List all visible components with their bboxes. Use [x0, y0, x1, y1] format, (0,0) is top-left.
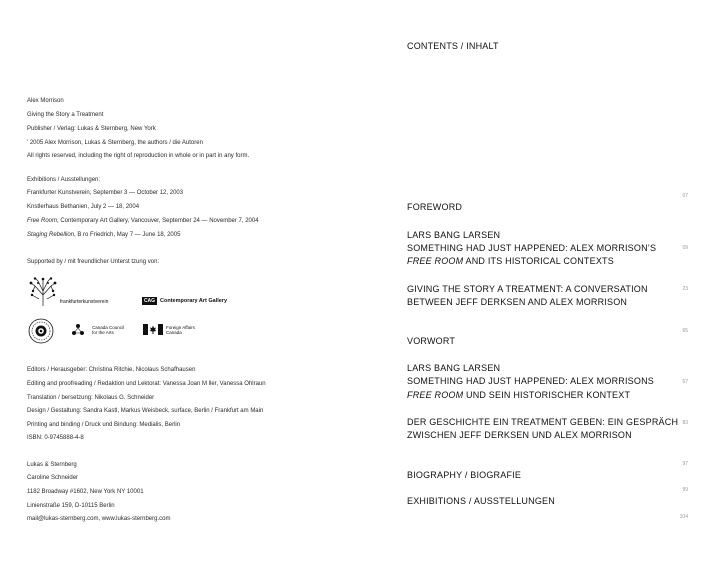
toc-entry-title[interactable]: DER GESCHICHTE EIN TREATMENT GEBEN: EIN GESPRÄCH — [407, 417, 679, 427]
toc-entry-title[interactable]: ZWISCHEN JEFF DERKSEN UND ALEX MORRISON — [407, 430, 632, 440]
page-number: 83 — [682, 420, 688, 426]
exhibition-item: Free Room, Contemporary Art Gallery, Vancouver, September 24 — November 7, 2004 — [27, 218, 259, 224]
toc-entry-author[interactable]: LARS BANG LARSEN — [407, 230, 501, 240]
page-number: 97 — [682, 461, 688, 467]
toc-entry-title[interactable]: BIOGRAPHY / BIOGRAFIE — [407, 470, 522, 480]
page-number: 99 — [682, 487, 688, 493]
exhibition-item: Frankfurter Kunstverein, September 3 — October 12, 2003 — [27, 190, 184, 196]
cag-text: Contemporary Art Gallery — [160, 298, 228, 304]
credit-line: Design / Gestaltung: Sandra Kastl, Markus Weisbeck, surface, Berlin / Frankfurt am Main — [27, 408, 264, 414]
exhibition-item: Staging Rebellion, B ro Friedrich, May 7 — June 18, 2005 — [27, 232, 181, 238]
supported-by-label: Supported by / mit freundlicher Unterst tzung von: — [27, 259, 160, 265]
contents-heading: CONTENTS / INHALT — [407, 41, 499, 51]
imprint-publisher: Publisher / Verlag: Lukas & Sternberg, New York — [27, 126, 156, 132]
toc-entry-author[interactable]: LARS BANG LARSEN — [407, 363, 501, 373]
address-line: mail@lukas-sternberg.com, www.lukas-sternberg.com — [27, 516, 171, 522]
page-number: 09 — [682, 245, 688, 251]
credit-line: Editors / Herausgeber: Christina Ritchie, Nicolaus Schafhausen — [27, 367, 196, 373]
address-line: 1182 Broadway #1602, New York NY 10001 — [27, 489, 144, 495]
canada-council-text: Canada Council for the Arts — [92, 325, 125, 335]
page-number: 07 — [682, 193, 688, 199]
page-number: 65 — [682, 328, 688, 334]
cag-badge: CAG — [143, 298, 156, 304]
toc-entry-title[interactable]: FREE ROOM UND SEIN HISTORISCHER KONTEXT — [407, 390, 631, 400]
imprint-title: Giving the Story a Treatment — [27, 112, 104, 118]
toc-entry-title[interactable]: VORWORT — [407, 336, 456, 346]
address-line: Lukas & Sternberg — [27, 462, 77, 468]
toc-entry-title[interactable]: SOMETHING HAD JUST HAPPENED: ALEX MORRISONS — [407, 376, 654, 386]
imprint-copyright: ' 2005 Alex Morrison, Lukas & Sternberg, the authors / die Autoren — [27, 140, 203, 146]
credit-line: Translation / bersetzung: Nikolaus G. Schneider — [27, 395, 155, 401]
address-line: Linienstraße 159, D-10115 Berlin — [27, 503, 115, 509]
canada-council-seal-logo — [28, 318, 54, 344]
imprint-author: Alex Morrison — [27, 98, 64, 104]
credit-line: Printing and binding / Druck und Bindung: Medialis, Berlin — [27, 422, 181, 428]
toc-entry-title[interactable]: FREE ROOM AND ITS HISTORICAL CONTEXTS — [407, 256, 614, 266]
toc-entry-title[interactable]: SOMETHING HAD JUST HAPPENED: ALEX MORRISON’S — [407, 243, 657, 253]
toc-entry-title[interactable]: EXHIBITIONS / AUSSTELLUNGEN — [407, 496, 555, 506]
page-number: 67 — [682, 379, 688, 385]
page-number: 104 — [679, 514, 688, 520]
contents-page — [364, 0, 728, 563]
page-number: 23 — [682, 286, 688, 292]
canada-council-mark-icon — [71, 323, 85, 337]
address-line: Caroline Schneider — [27, 475, 79, 481]
credit-line: Editing and proofreading / Redaktion und Lektorat: Vanessa Joan M ller, Vanessa Ohlraun — [27, 381, 266, 387]
toc-entry-title[interactable]: GIVING THE STORY A TREATMENT: A CONVERSATION — [407, 284, 648, 294]
imprint-rights: All rights reserved, including the right of reproduction in whole or in part in any form. — [27, 153, 250, 159]
canada-flag-icon — [143, 324, 163, 335]
frankfurter-kunstverein-tree-logo — [28, 277, 58, 307]
foreign-affairs-text: Foreign Affairs Canada — [166, 325, 195, 335]
toc-entry-title[interactable]: BETWEEN JEFF DERKSEN AND ALEX MORRISON — [407, 297, 628, 307]
exhibitions-label: Exhibitions / Ausstellungen: — [27, 177, 101, 183]
frankfurter-kunstverein-text: frankfurterkunstverein — [60, 299, 109, 305]
toc-entry-title[interactable]: FOREWORD — [407, 202, 463, 212]
exhibition-item: Knstlerhaus Bethanien, July 2 — 18, 2004 — [27, 204, 140, 210]
isbn: ISBN: 0-9745888-4-8 — [27, 435, 84, 441]
